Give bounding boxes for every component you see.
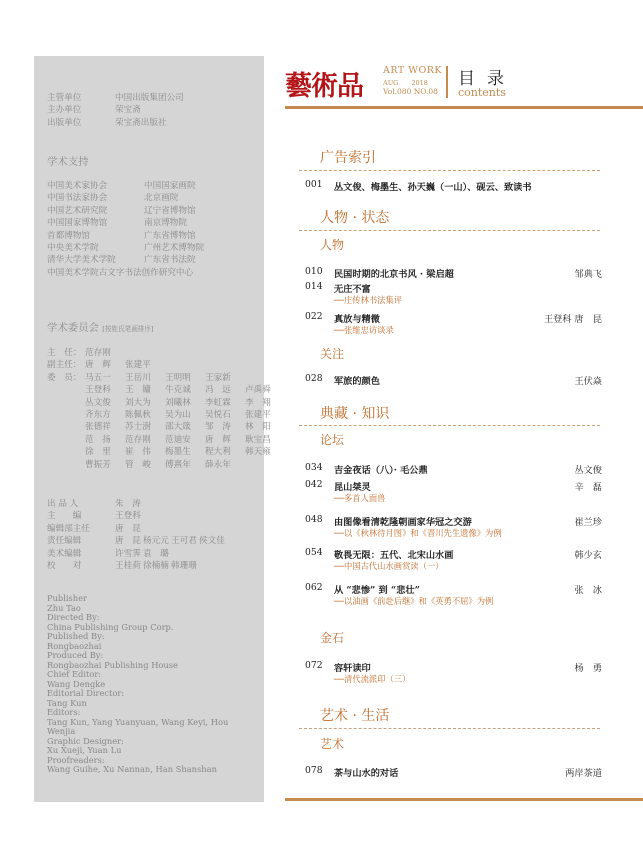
committee-member: 吴为山 — [165, 410, 191, 421]
staff-row — [47, 535, 258, 547]
entry-subtitle: ──以油画《前赴后继》和《英勇不屈》为例 — [334, 596, 494, 606]
committee-member: 薛永年 — [205, 459, 231, 470]
support-row: 中国书法家协会 北京画院 — [47, 193, 179, 204]
committee-heading: 学术委员会 [按姓氏笔画排序] — [47, 322, 154, 334]
committee-member: 刘曦林 — [165, 397, 191, 408]
publisher-row: 主办单位 荣宝斋 — [47, 105, 141, 116]
staff-member: 王桂荷 — [115, 561, 141, 572]
support-heading: 学术支持 — [47, 156, 89, 168]
committee-member: 管 峻 — [125, 459, 151, 470]
publisher-block — [47, 92, 258, 129]
staff-row — [47, 498, 258, 510]
committee-member: 傅熹年 — [165, 459, 191, 470]
committee-row — [47, 421, 271, 433]
page-number: 034 — [305, 462, 323, 473]
staff-role: 责任编辑 — [47, 536, 82, 547]
committee-member: 王家新 — [205, 372, 231, 383]
entry-title: 真放与精微 — [334, 314, 380, 325]
english-credit-line: Publisher — [47, 593, 88, 603]
english-credit-line: Tang Kun, Yang Yuanyuan, Wang Keyi, Hou Wenjia — [47, 716, 229, 736]
committee-member: 齐东方 — [85, 410, 111, 421]
page-number: 054 — [305, 547, 323, 558]
staff-member: 许雪霁 — [115, 548, 141, 559]
entry-title: 茶与山水的对话 — [334, 768, 399, 779]
entry-title: 容轩读印 — [334, 663, 371, 674]
staff-member: 唐 昆 — [115, 523, 141, 534]
committee-role: 委 员： — [47, 372, 82, 383]
page-number: 001 — [305, 179, 323, 190]
entry-author: 邹典飞 — [574, 269, 602, 280]
page-number: 010 — [305, 266, 323, 277]
committee-member: 张德祥 — [85, 422, 111, 433]
committee-member: 王登科 — [85, 385, 111, 396]
entry-title: 吉金夜话（八）· 毛公鼎 — [334, 465, 428, 476]
committee-row — [47, 397, 271, 409]
committee-member: 范存刚 — [125, 434, 151, 445]
staff-member: 王可君 — [171, 536, 197, 547]
committee-role — [47, 409, 85, 421]
committee-member: 丛文俊 — [85, 397, 111, 408]
committee-member: 吴悦石 — [205, 410, 231, 421]
entry-title: 从 “悲惨” 到 “悲壮” — [334, 585, 420, 596]
entry-subtitle: ──张维忠访谈录 — [334, 325, 394, 335]
magazine-logo: 藝術品 — [285, 71, 363, 102]
staff-member: 杨元元 — [143, 536, 169, 547]
committee-note: [按姓氏笔画排序] — [102, 325, 154, 333]
section-art-life: 艺术 · 生活 — [320, 708, 390, 724]
subsection-art: 艺术 — [320, 737, 345, 751]
english-credit-line: Zhu Tao — [47, 602, 81, 613]
magazine-masthead — [285, 64, 643, 104]
staff-member: 王登科 — [115, 511, 141, 522]
dotted-rule — [299, 425, 600, 426]
committee-role — [47, 446, 85, 458]
entry-author: 丛文俊 — [574, 465, 602, 476]
support-row: 中国美术家协会 中国国家画院 — [47, 181, 196, 191]
committee-member: 王 镛 — [125, 385, 151, 396]
committee-member: 范存刚 — [85, 348, 111, 358]
committee-row — [47, 446, 271, 458]
committee-member: 崔 伟 — [125, 447, 151, 458]
committee-role — [47, 421, 85, 433]
committee-member: 唐 辉 — [85, 360, 111, 371]
section-people: 人物 · 状态 — [320, 210, 390, 226]
entry-subtitle: ──以《秋林待月图》和《晋川先生遗像》为例 — [334, 528, 502, 538]
entry-author: 张 冰 — [574, 585, 602, 596]
english-credit-line: Wang Dengke — [47, 678, 106, 689]
volume-number: Vol.080 NO.08 — [383, 87, 438, 96]
dotted-rule — [299, 728, 600, 729]
staff-role: 美术编辑 — [47, 548, 82, 559]
committee-member: 牛克诚 — [165, 385, 191, 396]
committee-member: 王明明 — [165, 372, 191, 383]
committee-member: 刘大为 — [125, 397, 151, 408]
committee-role: 副主任： — [47, 360, 82, 371]
english-credit-line: Graphic Designer: — [47, 735, 124, 746]
support-row: 中国国家博物馆 南京博物院 — [47, 218, 187, 229]
masthead-rule — [285, 106, 643, 109]
staff-row — [47, 560, 258, 572]
english-credit-line: Published By: — [47, 631, 105, 641]
committee-member: 陈佩秋 — [125, 410, 151, 421]
entry-author: 辛 磊 — [574, 482, 602, 493]
entry-title: 军旅的颜色 — [334, 376, 380, 387]
support-row: 清华大学美术学院 广东省书法院 — [47, 255, 196, 266]
committee-role — [47, 459, 85, 471]
entry-author: 杨 勇 — [574, 663, 602, 674]
committee-member: 张建平 — [125, 360, 151, 371]
committee-member: 李 翔 — [245, 397, 271, 408]
english-credit-line: Rongbaozhai — [47, 640, 102, 651]
staff-member: 徐楠楠 — [143, 561, 169, 572]
art-work-label: ART WORK — [383, 65, 443, 76]
committee-member: 梅墨生 — [165, 447, 191, 458]
committee-row — [47, 409, 271, 421]
english-credit-line: Editors: — [47, 707, 81, 717]
english-credit-line: Wang Guihe, Xu Nannan, Han Shanshan — [47, 764, 217, 774]
committee-role: 主 任： — [47, 348, 82, 358]
masthead-sidebar — [34, 56, 271, 802]
page-number: 042 — [305, 479, 323, 490]
support-list — [47, 180, 258, 279]
entry-subtitle: ──中国古代山水画赏读（一） — [334, 561, 444, 571]
entry-title: 丛文俊、梅墨生、孙天巍（一山）、砚云、致读书 — [334, 182, 532, 193]
dotted-rule — [299, 230, 600, 231]
dotted-rule — [299, 170, 600, 171]
subsection-forum: 论坛 — [320, 433, 345, 447]
staff-member: 袁 璐 — [143, 548, 169, 559]
entry-title: 无庄不富 — [334, 284, 371, 295]
english-credits — [47, 594, 258, 775]
entry-subtitle: ──多首人面兽 — [334, 493, 386, 503]
committee-member: 韩天雍 — [245, 447, 271, 458]
masthead-divider — [446, 66, 448, 98]
staff-member: 朱 涛 — [115, 499, 141, 509]
staff-role: 编辑部主任 — [47, 523, 90, 534]
committee-row — [47, 372, 258, 384]
committee-member: 苏士澍 — [125, 422, 151, 433]
english-credit-line: Directed By: — [47, 612, 100, 622]
support-row: 首都博物馆 广东省博物馆 — [47, 230, 196, 241]
entry-subtitle: ──庄传林书法集评 — [334, 295, 403, 305]
committee-row — [47, 347, 258, 359]
english-credit-line: Editorial Director: — [47, 688, 125, 698]
staff-member: 侯文佳 — [199, 536, 225, 547]
committee-member: 马五一 — [85, 372, 111, 383]
entry-author: 崔兰珍 — [574, 517, 602, 528]
committee-row — [47, 459, 258, 471]
committee-member: 程大利 — [205, 447, 231, 458]
page-number: 062 — [305, 582, 323, 593]
page-number: 072 — [305, 660, 323, 671]
committee-role — [47, 434, 85, 446]
english-credit-line: Rongbaozhai Publishing House — [47, 659, 178, 670]
staff-row — [47, 510, 258, 522]
english-credit-line: Proofreaders: — [47, 754, 105, 765]
staff-role: 校 对 — [47, 561, 82, 572]
entry-title: 昆山桀灵 — [334, 482, 371, 493]
committee-row — [47, 434, 271, 446]
page-number: 078 — [305, 765, 323, 776]
page-number: 048 — [305, 514, 323, 525]
english-credit-line: Xu Xueji, Yuan Lu — [47, 745, 122, 755]
committee-member: 徐 里 — [85, 447, 111, 458]
committee-row — [47, 359, 258, 371]
english-credit-line: Chief Editor: — [47, 669, 102, 679]
entry-author: 王登科 唐 昆 — [543, 314, 602, 325]
committee-member: 唐 辉 — [205, 434, 231, 445]
committee-list — [47, 347, 271, 471]
committee-role — [47, 397, 85, 409]
committee-role — [47, 384, 85, 396]
contents-title-cn: 目录 — [458, 69, 516, 89]
entry-title: 由图像看清乾隆朝画家华冠之交游 — [334, 517, 472, 528]
subsection-stone: 金石 — [320, 631, 345, 645]
issue-date: AUG 2018 — [383, 79, 428, 87]
subsection-people: 人物 — [320, 238, 345, 252]
staff-member: 唐 昆 — [115, 536, 141, 547]
committee-member: 曹振芳 — [85, 459, 111, 470]
staff-member: 韩珊珊 — [171, 561, 197, 572]
footer-rule — [285, 798, 643, 801]
support-row: 中国美术学院古文字书法创作研究中心 — [47, 267, 194, 278]
committee-member: 卢禹舜 — [245, 385, 271, 396]
committee-member: 范迪安 — [165, 434, 191, 445]
contents-title-en: contents — [458, 86, 506, 99]
publisher-row: 主管单位 中国出版集团公司 — [47, 93, 184, 103]
entry-title: 敬畏无限：五代、北宋山水画 — [334, 550, 454, 561]
committee-member: 耿宝昌 — [245, 434, 271, 445]
section-collection: 典藏 · 知识 — [320, 406, 390, 422]
committee-row — [47, 384, 271, 396]
section-ad-index: 广告索引 — [320, 150, 376, 166]
page-number: 014 — [305, 281, 323, 292]
entry-author: 王伏焱 — [574, 376, 602, 387]
committee-member: 邵大箴 — [165, 422, 191, 433]
staff-role: 主 编 — [47, 511, 82, 522]
support-row: 中央美术学院 广州艺术博物院 — [47, 243, 205, 254]
staff-row — [47, 548, 258, 560]
entry-subtitle: ──清代流派印（三） — [334, 674, 411, 684]
staff-row — [47, 523, 258, 535]
staff-list — [47, 498, 258, 572]
publisher-row: 出版单位 荣宝斋出版社 — [47, 117, 167, 128]
english-credit-line: Produced By: — [47, 650, 104, 660]
english-credit-line: China Publishing Group Corp. — [47, 621, 174, 632]
committee-member: 李虹霖 — [205, 397, 231, 408]
staff-role: 出 品 人 — [47, 499, 79, 509]
committee-member: 范 扬 — [85, 434, 111, 445]
subsection-focus: 关注 — [320, 347, 345, 361]
committee-member: 王岳川 — [125, 372, 151, 383]
support-row: 中国艺术研究院 辽宁省博物馆 — [47, 205, 196, 216]
committee-member: 冯 远 — [205, 385, 231, 396]
entry-title: 民国时期的北京书风 · 梁启超 — [334, 269, 454, 280]
entry-author: 两岸茶道 — [565, 768, 602, 779]
english-credit-line: Tang Kun — [47, 697, 87, 708]
page-number: 028 — [305, 373, 323, 384]
entry-author: 韩少玄 — [574, 550, 602, 561]
committee-member: 张建平 — [245, 410, 271, 421]
committee-member: 林 阳 — [245, 422, 271, 433]
page-number: 022 — [305, 311, 323, 322]
committee-member: 邹 涛 — [205, 422, 231, 433]
